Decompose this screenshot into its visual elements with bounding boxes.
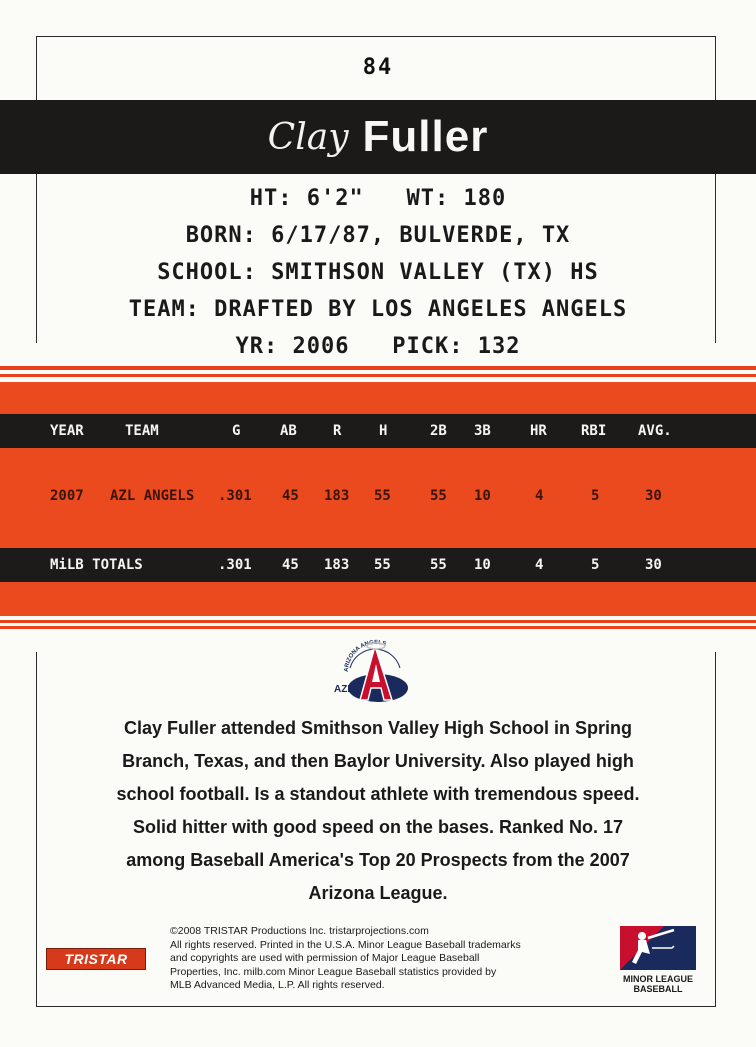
totals-3b: 10 [474,557,491,573]
totals-g: .301 [218,557,252,573]
season-2b: 55 [430,488,447,504]
bio-team: TEAM: DRAFTED BY LOS ANGELES ANGELS [128,297,628,322]
legal-line: ©2008 TRISTAR Productions Inc. tristarprojections.com [170,925,429,937]
milb-logo [612,924,704,996]
bio-draft: YR: 2006 PICK: 132 [235,334,521,359]
legal-line: MLB Advanced Media, L.P. All rights reserved. [170,979,385,991]
legal-line: and copyrights are used with permission of Major League Baseball [170,952,480,964]
blurb-line: among Baseball America's Top 20 Prospects from the 2007 [126,850,630,870]
season-g: .301 [218,488,252,504]
card-number: 84 [362,55,394,80]
bio-born: BORN: 6/17/87, BULVERDE, TX [185,223,571,248]
stats-header-bar [0,414,756,448]
stats-header-rbi: RBI [581,423,607,439]
player-first-name: Clay [267,116,349,158]
stats-header-g: G [232,423,241,439]
season-avg: 30 [645,488,662,504]
season-ab: 45 [282,488,299,504]
totals-rbi: 5 [591,557,600,573]
season-r: 183 [324,488,350,504]
blurb-line: Arizona League. [308,883,448,903]
season-year: 2007 [50,488,84,504]
stats-header-hr: HR [530,423,547,439]
milb-line2: BASEBALL [633,984,683,994]
blurb-line: Solid hitter with good speed on the bases. Ranked No. 17 [132,817,624,837]
azl-angels-logo [330,638,420,708]
player-name-bar [0,100,756,174]
season-h: 55 [374,488,391,504]
divider-stripe [0,620,756,623]
blurb-line: school football. Is a standout athlete with tremendous speed. [116,784,640,804]
totals-avg: 30 [645,557,662,573]
player-blurb [60,712,696,910]
stats-header-h: H [379,423,388,439]
season-rbi: 5 [591,488,600,504]
legal-text [170,925,600,993]
legal-line: All rights reserved. Printed in the U.S.A. Minor League Baseball trademarks [170,938,521,951]
legal-line: Properties, Inc. milb.com Minor League Baseball statistics provided by [170,965,497,978]
totals-2b: 55 [430,557,447,573]
stats-header-ab: AB [280,423,297,439]
season-hr: 4 [535,488,544,504]
season-team: AZL ANGELS [110,488,195,504]
stats-panel [0,382,756,616]
logo-azl-text: AZL [334,684,354,695]
bio-school: SCHOOL: SMITHSON VALLEY (TX) HS [157,260,599,285]
stats-header-team: TEAM [125,423,159,439]
totals-hr: 4 [535,557,544,573]
season-3b: 10 [474,488,491,504]
totals-h: 55 [374,557,391,573]
totals-r: 183 [324,557,350,573]
stats-header-2b: 2B [430,423,447,439]
blurb-line: Branch, Texas, and then Baylor University. Also played high [122,751,634,771]
stats-header-3b: 3B [474,423,491,439]
player-last-name: Fuller [362,112,489,161]
stats-header-r: R [333,423,342,439]
blurb-line: Clay Fuller attended Smithson Valley High School in Spring [123,718,633,738]
divider-stripe [0,366,756,370]
logo-arc-text: ARIZONA ANGELS [343,639,387,673]
stats-totals-bar [0,548,756,582]
bio-height-weight: HT: 6'2" WT: 180 [249,186,507,211]
totals-ab: 45 [282,557,299,573]
divider-stripe [0,626,756,629]
tristar-logo: TRISTAR [46,948,146,970]
totals-label: MiLB TOTALS [50,557,143,573]
divider-stripe [0,374,756,377]
stats-header-avg: AVG. [638,423,672,439]
stats-header-year: YEAR [50,423,84,439]
milb-line1: MINOR LEAGUE [622,974,693,984]
